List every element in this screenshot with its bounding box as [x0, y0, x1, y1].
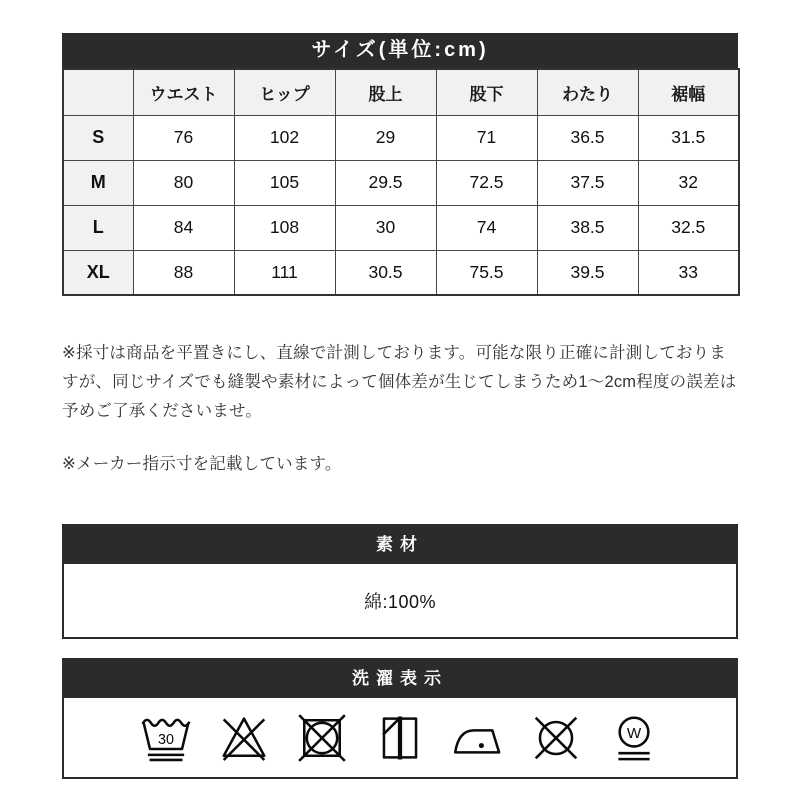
- table-row-m: [63, 160, 739, 205]
- cell: 36.5: [537, 115, 638, 160]
- material-section: [62, 524, 738, 639]
- column-header-rise: 股上: [335, 69, 436, 115]
- row-label: S: [63, 115, 133, 160]
- material-value: 綿:100%: [363, 591, 437, 612]
- wet-clean-very-gentle-icon: [607, 711, 661, 765]
- table-row-s: [63, 115, 739, 160]
- size-chart-header-row: [63, 69, 739, 115]
- cell: 72.5: [436, 160, 537, 205]
- cell: 84: [133, 205, 234, 250]
- cell: 105: [234, 160, 335, 205]
- cell: 32: [638, 160, 739, 205]
- cell: 102: [234, 115, 335, 160]
- cell: 111: [234, 250, 335, 295]
- cell: 80: [133, 160, 234, 205]
- column-header-waist: ウエスト: [133, 69, 234, 115]
- line-dry-in-shade-icon: [373, 711, 427, 765]
- column-header-hem: 裾幅: [638, 69, 739, 115]
- cell: 108: [234, 205, 335, 250]
- cell: 88: [133, 250, 234, 295]
- cell: 29: [335, 115, 436, 160]
- column-header-inseam: 股下: [436, 69, 537, 115]
- wash-temp-label: 30: [158, 731, 174, 748]
- cell: 31.5: [638, 115, 739, 160]
- do-not-dry-clean-icon: [529, 711, 583, 765]
- column-header-hip: ヒップ: [234, 69, 335, 115]
- wash-30-very-gentle-icon: [139, 711, 193, 765]
- cell: 39.5: [537, 250, 638, 295]
- size-spec-panel: [62, 33, 738, 779]
- care-section: [62, 658, 738, 779]
- do-not-tumble-dry-icon: [295, 711, 349, 765]
- measurement-note: ※採寸は商品を平置きにし、直線で計測しております。可能な限り正確に計測しておりますが、同じサイズでも縫製や素材によって個体差が生じてしまうため1〜2cm程度の誤差は予めご了承くださいませ。: [62, 344, 737, 421]
- table-row-l: [63, 205, 739, 250]
- cell: 30.5: [335, 250, 436, 295]
- do-not-bleach-icon: [217, 711, 271, 765]
- row-label: L: [63, 205, 133, 250]
- size-chart-table: [62, 68, 740, 296]
- cell: 37.5: [537, 160, 638, 205]
- cell: 75.5: [436, 250, 537, 295]
- cell: 29.5: [335, 160, 436, 205]
- cell: 32.5: [638, 205, 739, 250]
- material-title-bar: 素材: [64, 526, 736, 564]
- wet-clean-label: W: [626, 724, 642, 742]
- maker-size-note: ※メーカー指示寸を記載しています。: [62, 455, 342, 474]
- row-label: XL: [63, 250, 133, 295]
- size-chart-title-bar: サイズ(単位:cm): [62, 33, 738, 68]
- care-title-bar: 洗濯表示: [64, 660, 736, 698]
- care-symbols-row: [64, 698, 736, 777]
- cell: 30: [335, 205, 436, 250]
- iron-low-heat-icon: [451, 711, 505, 765]
- cell: 71: [436, 115, 537, 160]
- column-header-thigh: わたり: [537, 69, 638, 115]
- row-label: M: [63, 160, 133, 205]
- cell: 76: [133, 115, 234, 160]
- cell: 74: [436, 205, 537, 250]
- table-row-xl: [63, 250, 739, 295]
- cell: 33: [638, 250, 739, 295]
- corner-cell: [63, 69, 133, 115]
- cell: 38.5: [537, 205, 638, 250]
